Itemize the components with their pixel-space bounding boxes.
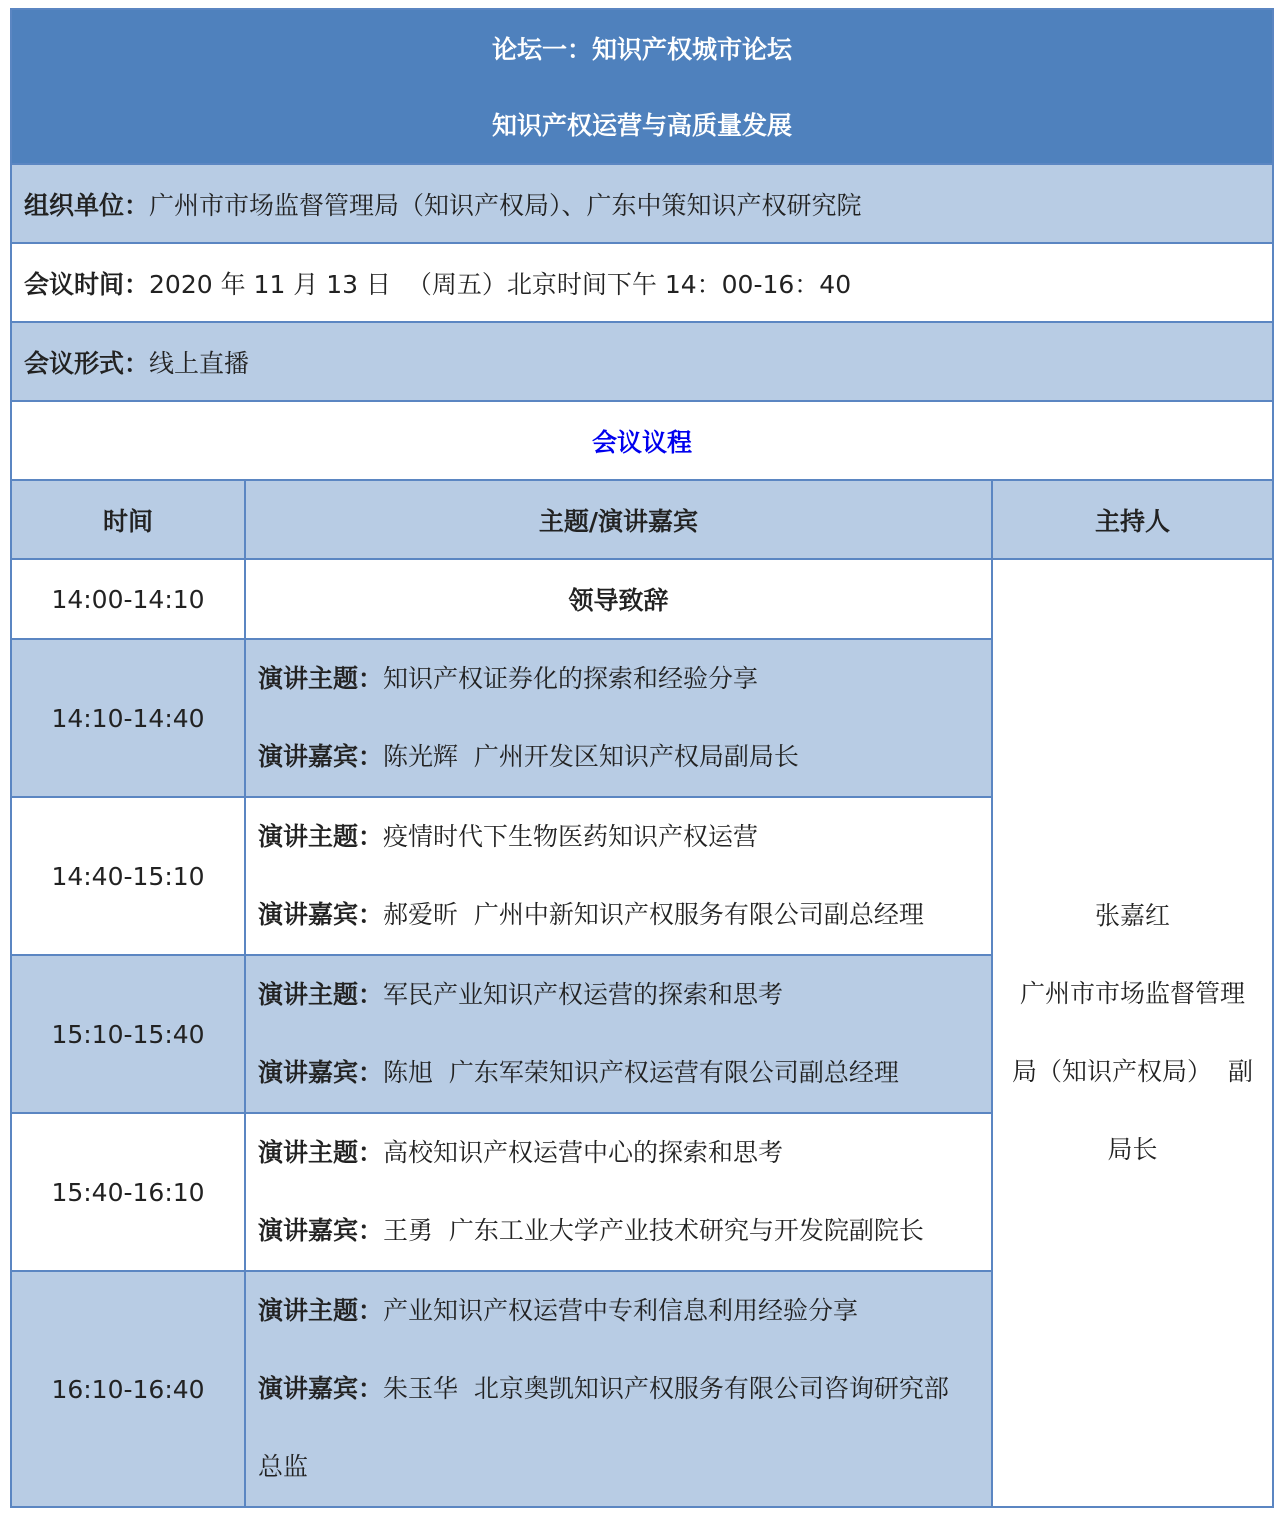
column-header-topic: 主题/演讲嘉宾 [245, 480, 992, 559]
speaker-value: 陈旭 广东军荣知识产权运营有限公司副总经理 [383, 1058, 899, 1087]
meeting-format-row [11, 322, 1273, 401]
row-topic-cell [245, 797, 992, 955]
topic-value: 军民产业知识产权运营的探索和思考 [383, 980, 784, 1009]
speaker-value: 陈光辉 广州开发区知识产权局副局长 [383, 742, 799, 771]
topic-label: 演讲主题： [258, 1296, 384, 1325]
speaker-value: 朱玉华 北京奥凯知识产权服务有限公司咨询研究部 [383, 1374, 949, 1403]
agenda-title: 会议议程 [11, 401, 1273, 480]
topic-value: 高校知识产权运营中心的探索和思考 [383, 1138, 784, 1167]
table-row [11, 559, 1273, 639]
meeting-time-value: 2020 年 11 月 13 日 （周五）北京时间下午 14：00-16：40 [149, 269, 852, 299]
host-title-line1: 广州市市场监督管理 [1019, 979, 1245, 1008]
speaker-value: 郝爱昕 广州中新知识产权服务有限公司副总经理 [383, 900, 924, 929]
row-time: 14:00-14:10 [11, 559, 245, 639]
host-title-line3: 局长 [1107, 1135, 1158, 1164]
speaker-label: 演讲嘉宾： [258, 1374, 384, 1403]
schedule-table [10, 8, 1274, 1508]
meeting-time-row [11, 243, 1273, 322]
column-header-time: 时间 [11, 480, 245, 559]
row-topic-cell [245, 1271, 992, 1507]
row-topic: 领导致辞 [245, 559, 992, 639]
column-header-host: 主持人 [992, 480, 1273, 559]
topic-label: 演讲主题： [258, 1138, 384, 1167]
row-time: 16:10-16:40 [11, 1271, 245, 1507]
host-title-line2: 局（知识产权局） 副 [1012, 1057, 1253, 1086]
forum-subtitle: 知识产权运营与高质量发展 [491, 110, 792, 140]
row-time: 15:40-16:10 [11, 1113, 245, 1271]
meeting-format-label: 会议形式： [24, 348, 150, 378]
topic-value: 知识产权证券化的探索和经验分享 [383, 664, 759, 693]
organizer-label: 组织单位： [24, 190, 150, 220]
topic-label: 演讲主题： [258, 822, 384, 851]
speaker-value-cont: 总监 [258, 1452, 309, 1481]
row-time: 15:10-15:40 [11, 955, 245, 1113]
host-name: 张嘉红 [1094, 901, 1170, 930]
topic-value: 疫情时代下生物医药知识产权运营 [383, 822, 759, 851]
organizer-row [11, 164, 1273, 243]
forum-title: 论坛一：知识产权城市论坛 [491, 34, 792, 64]
topic-label: 演讲主题： [258, 664, 384, 693]
speaker-label: 演讲嘉宾： [258, 900, 384, 929]
speaker-label: 演讲嘉宾： [258, 1058, 384, 1087]
row-time: 14:10-14:40 [11, 639, 245, 797]
topic-value: 产业知识产权运营中专利信息利用经验分享 [383, 1296, 859, 1325]
host-cell [992, 559, 1273, 1507]
forum-header [11, 9, 1273, 164]
speaker-label: 演讲嘉宾： [258, 1216, 384, 1245]
forum-schedule [10, 8, 1272, 1508]
row-topic-cell [245, 1113, 992, 1271]
speaker-value: 王勇 广东工业大学产业技术研究与开发院副院长 [383, 1216, 924, 1245]
row-topic-cell [245, 955, 992, 1113]
topic-label: 演讲主题： [258, 980, 384, 1009]
speaker-label: 演讲嘉宾： [258, 742, 384, 771]
row-time: 14:40-15:10 [11, 797, 245, 955]
organizer-value: 广州市市场监督管理局（知识产权局）、广东中策知识产权研究院 [149, 190, 862, 220]
meeting-format-value: 线上直播 [149, 348, 250, 378]
row-topic-cell [245, 639, 992, 797]
meeting-time-label: 会议时间： [24, 269, 150, 299]
